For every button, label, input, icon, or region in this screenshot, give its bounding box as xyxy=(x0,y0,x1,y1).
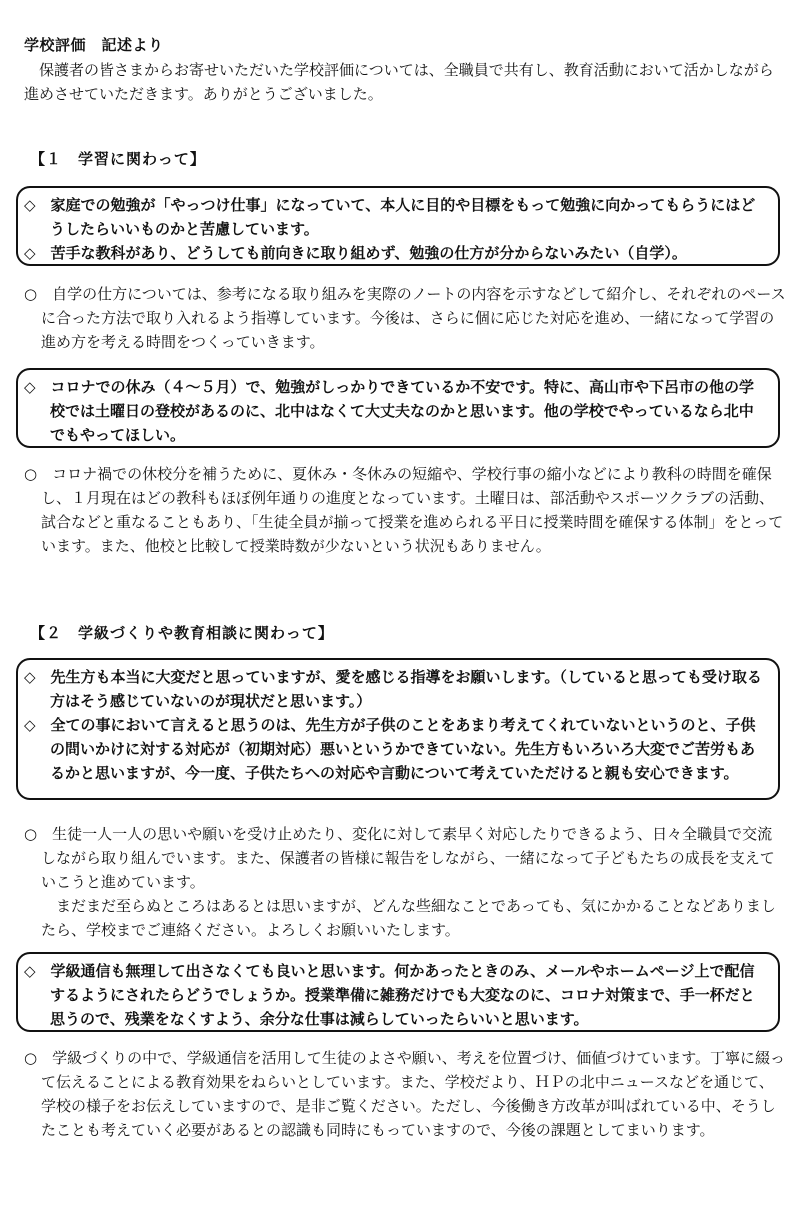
section-heading-class-building: 【２ 学級づくりや教育相談に関わって】 xyxy=(30,624,334,642)
parent-comment-box xyxy=(16,186,780,266)
answer-paragraph: ○ 生徒一人一人の思いや願いを受け止めたり、変化に対して素早く対応したりできるよう、日々全職員で交流しながら取り組んでいます。また、保護者の皆様に報告をしながら、一緒になって子どもたちの成長を支えていこうと進めています。 xyxy=(24,825,775,891)
intro-paragraph: 保護者の皆さまからお寄せいただいた学校評価については、全職員で共有し、教育活動において活かしながら進めさせていただきます。ありがとうございました。 xyxy=(24,61,774,103)
parent-comment-box xyxy=(16,368,780,448)
school-answer xyxy=(24,282,786,354)
school-answer xyxy=(24,1046,786,1142)
parent-comment: ◇ 学級通信も無理して出さなくても良いと思います。何かあったときのみ、メールやホームページ上で配信するようにされたらどうでしょうか。授業準備に雑務だけでも大変なのに、コロナ対策まで、手一杯だと思うので、残業をなくすよう、余分な仕事は減らしていったらいいと思います。 xyxy=(24,962,755,1028)
school-answer xyxy=(24,462,786,558)
parent-comment: ◇ 苦手な教科があり、どうしても前向きに取り組めず、勉強の仕方が分からないみたい（自学）。 xyxy=(24,244,687,262)
parent-comment-box xyxy=(16,658,780,800)
parent-comment: ◇ コロナでの休み（４～５月）で、勉強がしっかりできているか不安です。特に、高山市や下呂市の他の学校では土曜日の登校があるのに、北中はなくて大丈夫なのかと思います。他の学校でやっているなら北中でもやってほしい。 xyxy=(24,378,755,444)
parent-comment: ◇ 家庭での勉強が「やっつけ仕事」になっていて、本人に目的や目標をもって勉強に向かってもらうにはどうしたらいいものかと苦慮しています。 xyxy=(24,196,756,238)
answer-paragraph: まだまだ至らぬところはあるとは思いますが、どんな些細なことであっても、気にかかることなどありましたら、学校までご連絡ください。よろしくお願いいたします。 xyxy=(41,897,776,939)
section-heading-learning: 【１ 学習に関わって】 xyxy=(30,150,206,168)
answer-paragraph: ○ コロナ禍での休校分を補うために、夏休み・冬休みの短縮や、学校行事の縮小などにより教科の時間を確保し、１月現在はどの教科もほぼ例年通りの進度となっています。土曜日は、部活動やスポーツクラブの活動、試合などと重なることもあり、「生徒全員が揃って授業を進められる平日に授業時間を確保する体制」をとっています。また、他校と比較して授業時数が少ないという状況もありません。 xyxy=(24,465,784,555)
answer-paragraph: ○ 自学の仕方については、参考になる取り組みを実際のノートの内容を示すなどして紹介し、それぞれのペースに合った方法で取り入れるよう指導しています。今後は、さらに個に応じた対応を進め、一緒になって学習の進め方を考える時間をつくっていきます。 xyxy=(24,285,786,351)
answer-paragraph: ○ 学級づくりの中で、学級通信を活用して生徒のよさや願い、考えを位置づけ、価値づけています。丁寧に綴って伝えることによる教育効果をねらいとしています。また、学校だより、ＨＰの北中ニュースなどを通じて、学校の様子をお伝えしていますので、是非ご覧ください。ただし、今後働き方改革が叫ばれている中、そうしたことも考えていく必要があるとの認識も同時にもっていますので、今後の課題としてまいります。 xyxy=(24,1049,785,1139)
parent-comment: ◇ 全ての事において言えると思うのは、先生方が子供のことをあまり考えてくれていないというのと、子供の問いかけに対する対応が（初期対応）悪いというかできていない。先生方もいろいろ大変でご苦労もあるかと思いますが、今一度、子供たちへの対応や言動について考えていただけると親も安心できます。 xyxy=(24,716,756,782)
parent-comment: ◇ 先生方も本当に大変だと思っていますが、愛を感じる指導をお願いします。（していると思っても受け取る方はそう感じていないのが現状だと思います。） xyxy=(24,668,762,710)
parent-comment-box xyxy=(16,952,780,1032)
school-answer xyxy=(24,822,786,942)
document-title: 学校評価 記述より xyxy=(24,36,164,54)
